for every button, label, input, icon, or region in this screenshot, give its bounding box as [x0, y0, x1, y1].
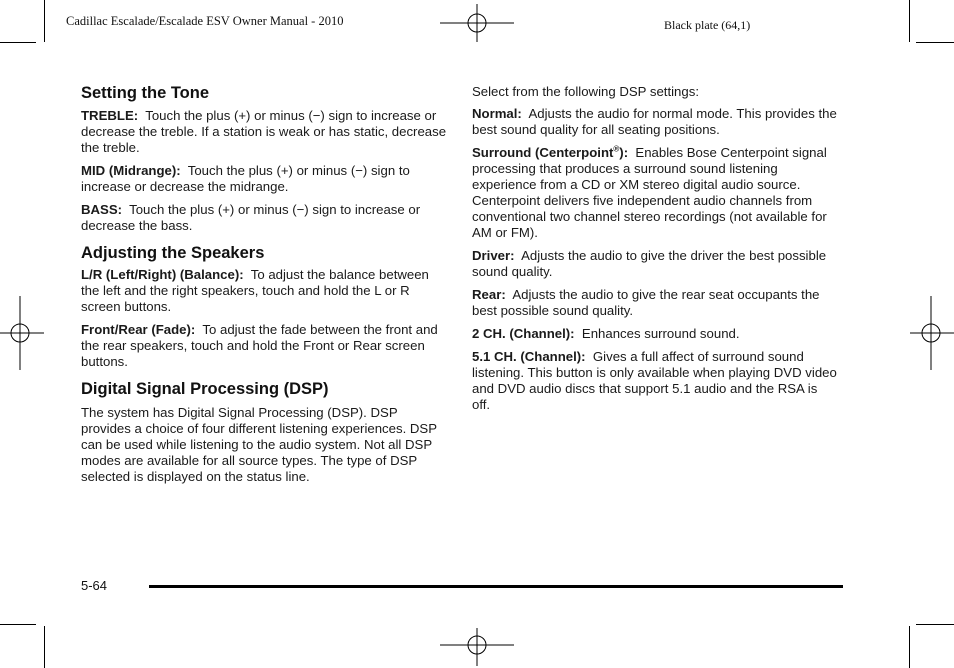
dsp-intro: Select from the following DSP settings:	[472, 84, 699, 99]
registration-mark-icon	[0, 296, 44, 370]
heading-setting-the-tone: Setting the Tone	[81, 84, 210, 102]
left-column	[81, 80, 447, 485]
bass-text: Touch the plus (+) or minus (−) sign to increase or decrease the bass.	[81, 202, 421, 233]
crop-mark	[909, 626, 910, 668]
crop-mark	[916, 42, 954, 43]
driver-paragraph	[472, 248, 838, 280]
dsp-paragraph: The system has Digital Signal Processing (DSP). DSP provides a choice of four different listening experiences. DSP can be used while listening to the audio system. Not all DSP modes are available for all source types. The type of DSP selected is displayed on the status line.	[81, 405, 437, 484]
two-channel-paragraph	[472, 326, 838, 342]
treble-text: Touch the plus (+) or minus (−) sign to increase or decrease the treble. If a station is weak or has static, decrease the treble.	[81, 108, 447, 155]
bass-paragraph	[81, 202, 447, 234]
bass-term: BASS:	[81, 202, 123, 217]
registered-mark: ®	[613, 144, 620, 154]
surround-term-end: ):	[619, 145, 629, 160]
balance-paragraph	[81, 267, 447, 315]
surround-term-start: Surround (Centerpoint	[472, 145, 614, 160]
two-channel-text: Enhances surround sound.	[581, 326, 740, 341]
surround-term	[472, 145, 628, 160]
crop-mark	[0, 624, 36, 625]
mid-term: MID (Midrange):	[81, 163, 181, 178]
crop-mark	[0, 42, 36, 43]
treble-paragraph	[81, 108, 447, 156]
rear-term: Rear:	[472, 287, 506, 302]
registration-mark-icon	[440, 628, 514, 666]
balance-text: To adjust the balance between the left and the right speakers, touch and hold the L or R screen buttons.	[81, 267, 429, 314]
mid-paragraph	[81, 163, 447, 195]
crop-mark	[909, 0, 910, 42]
driver-term: Driver:	[472, 248, 515, 263]
registration-mark-icon	[440, 4, 514, 42]
footer-rule	[149, 585, 843, 588]
manual-title: Cadillac Escalade/Escalade ESV Owner Manual - 2010	[66, 14, 344, 28]
five-one-channel-text: Gives a full affect of surround sound listening. This button is only available when playing DVD video and DVD audio discs that support 5.1 audio and the RSA is off.	[472, 349, 837, 412]
fade-term: Front/Rear (Fade):	[81, 322, 196, 337]
rear-text: Adjusts the audio to give the rear seat occupants the best possible sound quality.	[472, 287, 820, 318]
registration-mark-icon	[910, 296, 954, 370]
page-number: 5-64	[81, 578, 108, 593]
mid-text: Touch the plus (+) or minus (−) sign to increase or decrease the midrange.	[81, 163, 410, 194]
normal-paragraph	[472, 106, 838, 138]
heading-adjusting-the-speakers: Adjusting the Speakers	[81, 244, 265, 262]
surround-paragraph	[472, 145, 838, 241]
rear-paragraph	[472, 287, 838, 319]
normal-term: Normal:	[472, 106, 522, 121]
surround-text: Enables Bose Centerpoint signal processing that produces a surround sound listening experience from a CD or XM stereo digital audio source. Centerpoint delivers five independent audio channels from conventional two channel stereo recordings (not available for AM or FM).	[472, 145, 827, 240]
plate-label: Black plate (64,1)	[664, 18, 751, 32]
fade-text: To adjust the fade between the front and the rear speakers, touch and hold the Front or Rear screen buttons.	[81, 322, 438, 369]
right-column	[472, 80, 838, 413]
crop-mark	[916, 624, 954, 625]
normal-text: Adjusts the audio for normal mode. This provides the best sound quality for all seating positions.	[472, 106, 837, 137]
crop-mark	[44, 626, 45, 668]
treble-term: TREBLE:	[81, 108, 139, 123]
heading-digital-signal-processing: Digital Signal Processing (DSP)	[81, 380, 329, 398]
fade-paragraph	[81, 322, 447, 370]
five-one-channel-term: 5.1 CH. (Channel):	[472, 349, 586, 364]
crop-mark	[44, 0, 45, 42]
driver-text: Adjusts the audio to give the driver the best possible sound quality.	[472, 248, 827, 279]
balance-term: L/R (Left/Right) (Balance):	[81, 267, 244, 282]
two-channel-term: 2 CH. (Channel):	[472, 326, 575, 341]
five-one-channel-paragraph	[472, 349, 838, 413]
